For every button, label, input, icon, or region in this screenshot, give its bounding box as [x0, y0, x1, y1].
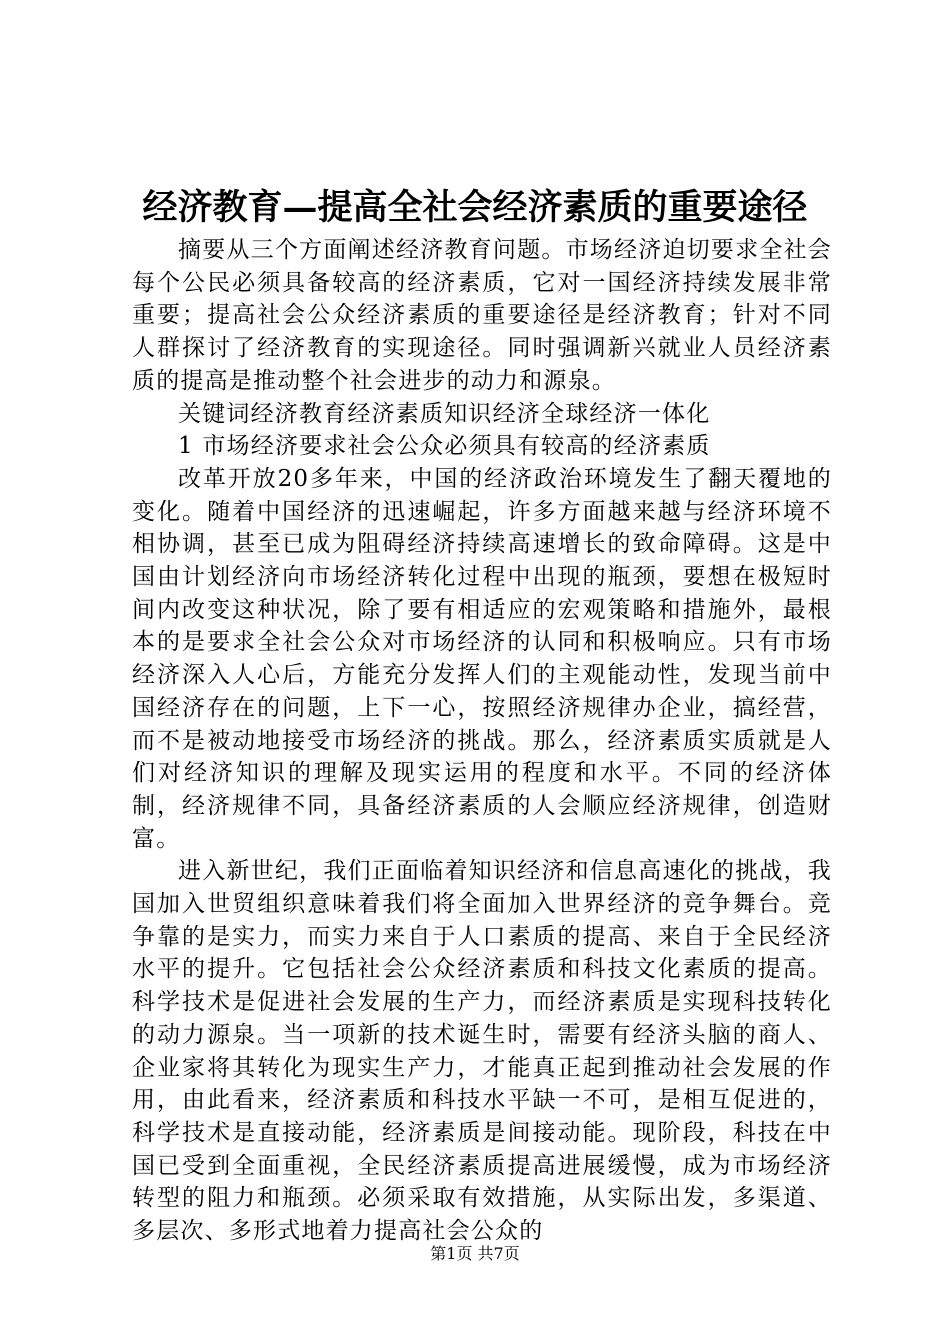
body-paragraph: 进入新世纪，我们正面临着知识经济和信息高速化的挑战，我国加入世贸组织意味着我们将全面加入世界经济的竞争舞台。竞争靠的是实力，而实力来自于人口素质的提高、来自于全民经济水平的提升。它包括社会公众经济素质和科技文化素质的提高。科学技术是促进社会发展的生产力，而经济素质是实现科技转化的动力源泉。当一项新的技术诞生时，需要有经济头脑的商人、企业家将其转化为现实生产力，才能真正起到推动社会发展的作用，由此看来，经济素质和科技水平缺一不可，是相互促进的，科学技术是直接动能，经济素质是间接动能。现阶段，科技在中国已受到全面重视，全民经济素质提高进展缓慢，成为市场经济转型的阻力和瓶颈。必须采取有效措施，从实际出发，多渠道、多层次、多形式地着力提高社会公众的	[132, 858, 832, 1245]
abstract-paragraph: 摘要从三个方面阐述经济教育问题。市场经济迫切要求全社会每个公民必须具备较高的经济素质，它对一国经济持续发展非常重要；提高社会公众经济素质的重要途径是经济教育；针对不同人群探讨了经济教育的实现途径。同时强调新兴就业人员经济素质的提高是推动整个社会进步的动力和源泉。	[132, 237, 832, 394]
document-body	[132, 234, 832, 1248]
document-title: 经济教育—提高全社会经济素质的重要途径	[142, 187, 808, 228]
body-paragraph: 改革开放20多年来，中国的经济政治环境发生了翻天覆地的变化。随着中国经济的迅速崛起，许多方面越来越与经济环境不相协调，甚至已成为阻碍经济持续高速增长的致命障碍。这是中国由计划经济向市场经济转化过程中出现的瓶颈，要想在极短时间内改变这种状况，除了要有相适应的宏观策略和措施外，最根本的是要求全社会公众对市场经济的认同和积极响应。只有市场经济深入人心后，方能充分发挥人们的主观能动性，发现当前中国经济存在的问题，上下一心，按照经济规律办企业，搞经营，而不是被动地接受市场经济的挑战。那么，经济素质实质就是人们对经济知识的理解及现实运用的程度和水平。不同的经济体制，经济规律不同，具备经济素质的人会顺应经济规律，创造财富。	[132, 465, 832, 852]
page-number-footer: 第1页 共7页	[430, 1244, 520, 1263]
keywords-paragraph: 关键词经济教育经济素质知识经济全球经济一体化	[178, 400, 711, 427]
section-heading: 1 市场经济要求社会公众必须具有较高的经济素质	[178, 433, 711, 460]
